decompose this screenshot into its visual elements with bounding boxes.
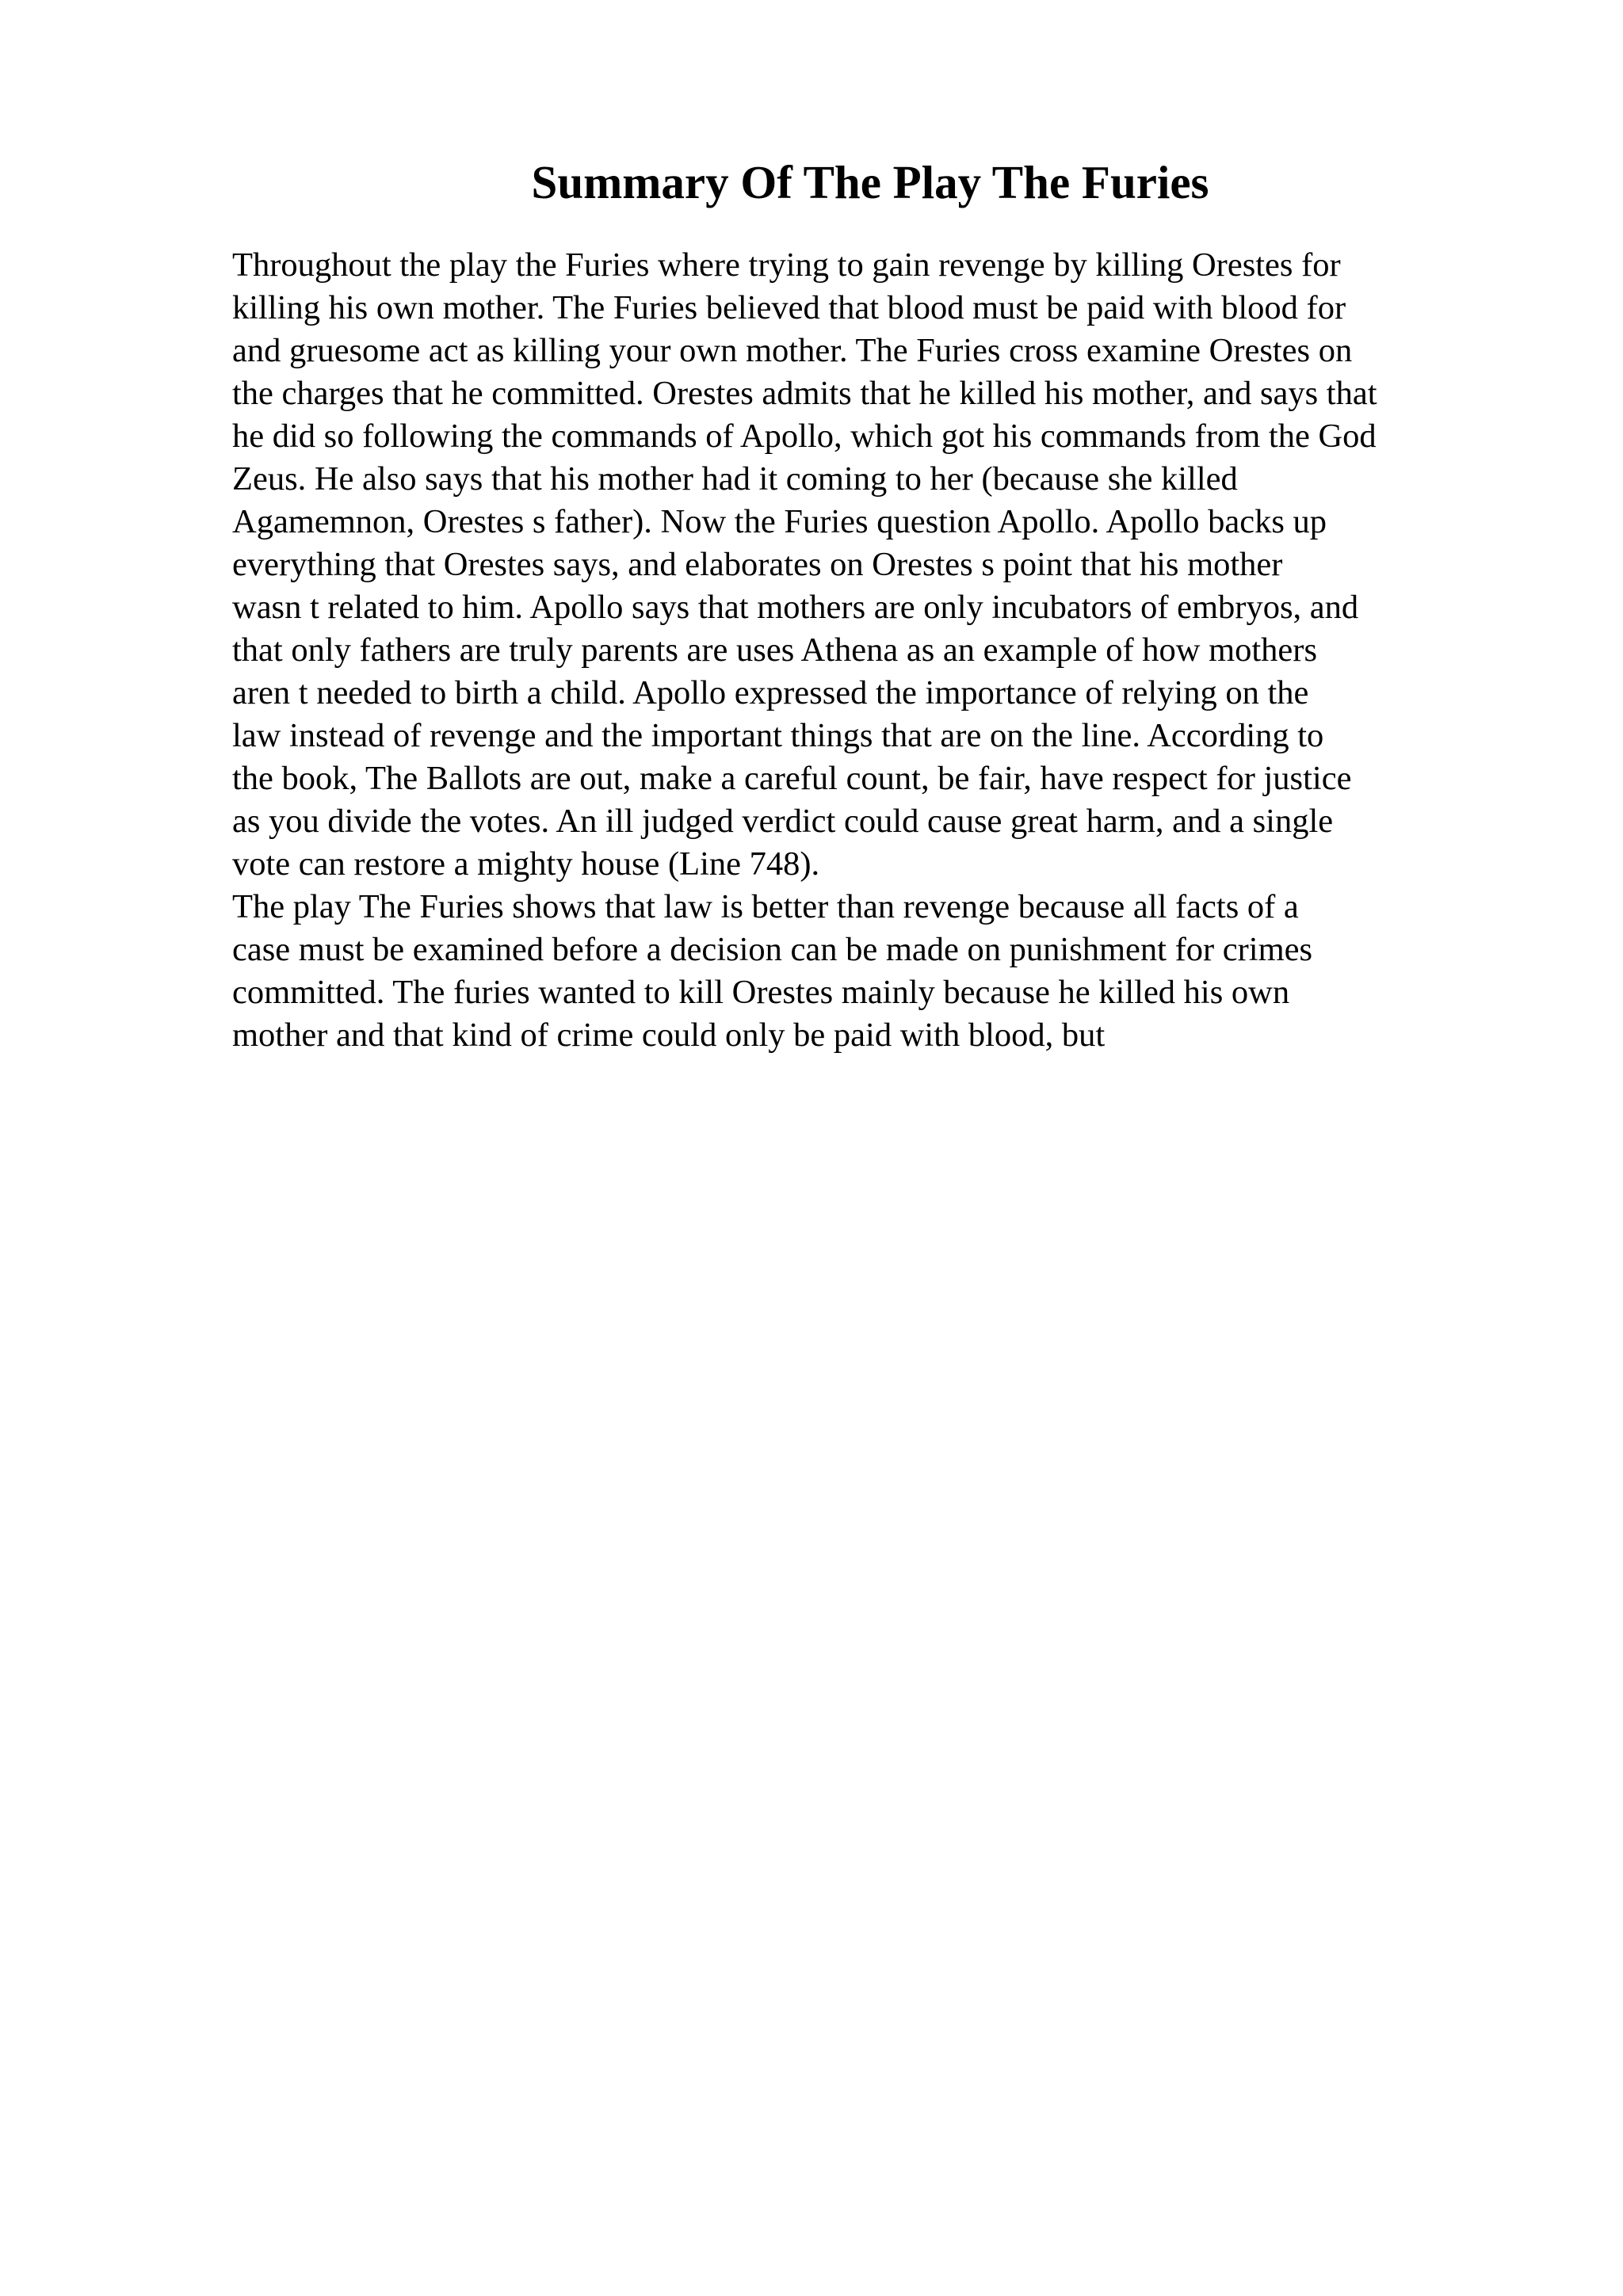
body-line: killing his own mother. The Furies believed that blood must be paid with blood for bbox=[232, 289, 1346, 326]
body-line: he did so following the commands of Apollo, which got his commands from the God bbox=[232, 418, 1377, 455]
body-line: Zeus. He also says that his mother had it coming to her (because she killed bbox=[232, 460, 1238, 498]
document-title: Summary Of The Play The Furies bbox=[531, 156, 1209, 208]
body-line: case must be examined before a decision can be made on punishment for crimes bbox=[232, 931, 1313, 968]
body-line: as you divide the votes. An ill judged verdict could cause great harm, and a single bbox=[232, 803, 1334, 840]
body-line: mother and that kind of crime could only be paid with blood, but bbox=[232, 1016, 1106, 1054]
body-line: that only fathers are truly parents are uses Athena as an example of how mothers bbox=[232, 631, 1317, 669]
body-line: and gruesome act as killing your own mother. The Furies cross examine Orestes on bbox=[232, 332, 1353, 369]
body-line: Agamemnon, Orestes s father). Now the Furies question Apollo. Apollo backs up bbox=[232, 503, 1327, 540]
body-line: wasn t related to him. Apollo says that mothers are only incubators of embryos, and bbox=[232, 589, 1359, 626]
body-line: The play The Furies shows that law is better than revenge because all facts of a bbox=[232, 888, 1299, 925]
body-line: Throughout the play the Furies where trying to gain revenge by killing Orestes for bbox=[232, 246, 1341, 284]
body-line: aren t needed to birth a child. Apollo expressed the importance of relying on the bbox=[232, 674, 1309, 711]
body-line: law instead of revenge and the important things that are on the line. According to bbox=[232, 717, 1324, 754]
body-line: the book, The Ballots are out, make a careful count, be fair, have respect for justice bbox=[232, 760, 1352, 797]
document-body bbox=[232, 244, 1516, 1057]
body-line: vote can restore a mighty house (Line 748). bbox=[232, 845, 820, 883]
body-line: committed. The furies wanted to kill Orestes mainly because he killed his own bbox=[232, 974, 1290, 1011]
body-line: the charges that he committed. Orestes admits that he killed his mother, and says that bbox=[232, 375, 1377, 412]
body-line: everything that Orestes says, and elaborates on Orestes s point that his mother bbox=[232, 546, 1283, 583]
